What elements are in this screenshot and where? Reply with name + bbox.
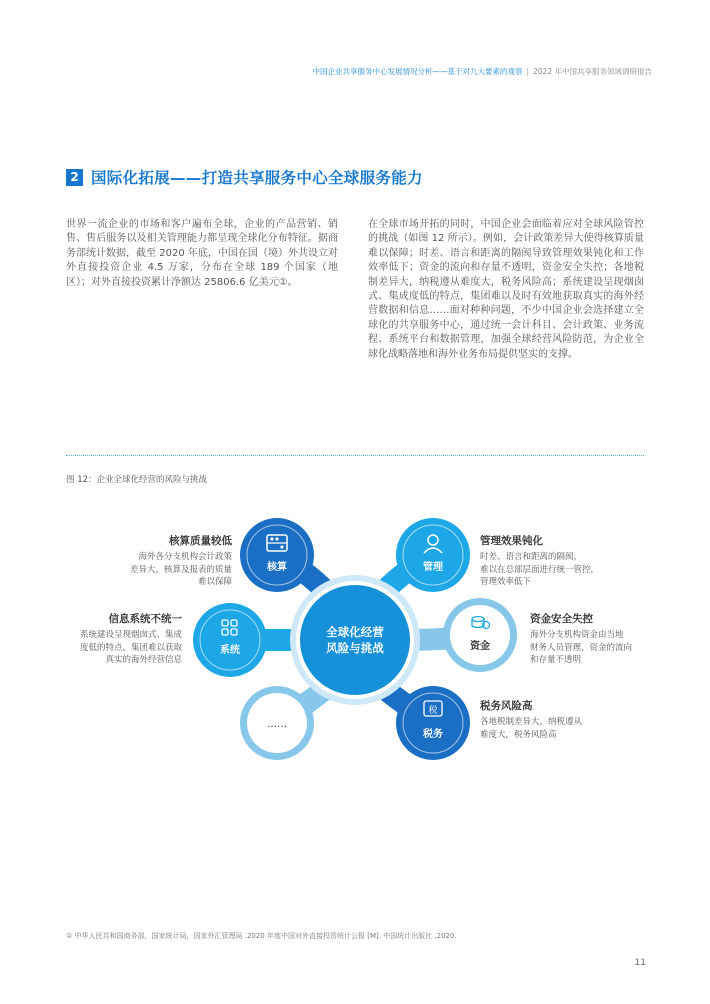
label-shuiwu-desc-1: 各地税制差异大，纳税遵从 [480,717,583,727]
node-xitong-label: 系统 [220,645,240,656]
label-zijin-desc-1: 海外分支机构资金由当地 [530,630,624,640]
section-heading [66,166,423,188]
node-guanli [396,518,470,592]
label-guanli [480,533,599,589]
center-text-line1: 全球化经营 [326,625,384,639]
label-shuiwu-desc-2: 难度大，税务风险高 [480,729,557,740]
node-more-label: …… [267,719,287,730]
label-guanli-desc-2: 难以在总部层面进行统一管控， [480,564,600,575]
node-guanli-label: 管理 [423,562,443,573]
label-hesuan [130,533,232,589]
node-shuiwu [396,686,470,760]
tax-icon-char: 税 [428,706,438,716]
header-separator: | [526,67,530,76]
dotted-divider [66,455,644,456]
body-paragraph-left: 世界一流企业的市场和客户遍布全球，企业的产品营销、销售、售后服务以及相关管理能力都呈现全球化分布特征。据商务部统计数据，截至 2020 年底，中国在国（境）外共设立对外直接投资企业 4.5 万家，分布在全球 189 个国家（地区）；对外直接投资累计净额达 25806.6 亿美元①。 [66,219,338,288]
body-paragraph-right: 在全球市场开拓的同时，中国企业会面临着应对全球风险管控的挑战（如图 12 所示）。例如，会计政策差异大使得核算质量难以保障；时差、语言和距离的隔阂导致管理效果钝化和工作效率低下；资金的流向和存量不透明，资金安全失控；各地税制差异大，纳税遵从难度大，税务风险高；系统建设呈现烟囱式、集成度低的特点，集团难以及时有效地获取真实的海外经营数据和信息……面对种种问题，不少中国企业会选择建立全球化的共享服务中心，通过统一会计科目、会计政策、业务流程、系统平台和数据管理，加强全球经营风险防范，为企业全球化战略落地和海外业务布局提供坚实的支撑。 [368,219,644,360]
header-report-title: 2022 年中国共享服务领域调研报告 [533,67,652,76]
node-xitong [193,603,267,677]
label-zijin-desc-3: 和存量不透明 [530,655,582,665]
figure-caption: 图 12：企业全球化经营的风险与挑战 [66,475,208,485]
center-circle [300,585,410,695]
center-text-line2: 风险与挑战 [326,641,384,655]
running-header [312,66,652,77]
page-number: 11 [634,958,646,968]
label-xitong-desc-2: 度低的特点，集团难以获取 [79,642,182,653]
label-hesuan-title: 核算质量较低 [169,535,232,547]
node-zijin-label: 资金 [470,641,490,652]
label-guanli-desc-3: 管理效率低下 [480,577,532,587]
label-xitong-title: 信息系统不统一 [108,613,182,625]
section-title: 国际化拓展——打造共享服务中心全球服务能力 [91,169,423,187]
label-zijin [530,611,632,667]
label-xitong-desc-3: 真实的海外经营信息 [105,655,182,665]
label-hesuan-desc-3: 难以保障 [197,577,232,587]
footnote: ① 中华人民共和国商务部，国家统计局，国家外汇管理局 .2020 年度中国对外直接投资统计公报 [M]. 中国统计出版社 ,2020. [66,932,457,940]
label-zijin-title: 资金安全失控 [530,613,593,625]
node-zijin [443,598,517,672]
node-hesuan [240,518,314,592]
node-shuiwu-label: 税务 [423,729,443,740]
node-hesuan-label: 核算 [267,562,287,573]
section-number-badge: 2 [66,169,83,186]
label-guanli-title: 管理效果钝化 [480,535,543,547]
label-hesuan-desc-2: 差异大，核算及报表的质量 [129,564,232,575]
risk-diagram [0,515,710,765]
label-xitong [80,611,182,667]
header-report-section: 中国企业共享服务中心发展情况分析——基于对九大要素的观察 [312,67,523,76]
label-xitong-desc-1: 系统建设呈现烟囱式、集成 [79,630,182,640]
node-more [240,686,314,760]
label-guanli-desc-1: 时差、语言和距离的隔阂， [480,552,583,562]
label-zijin-desc-2: 财务人员管理，资金的流向 [530,642,633,653]
label-shuiwu-title: 税务风险高 [480,700,533,712]
label-shuiwu [480,698,582,741]
label-hesuan-desc-1: 海外各分支机构会计政策 [138,552,232,562]
